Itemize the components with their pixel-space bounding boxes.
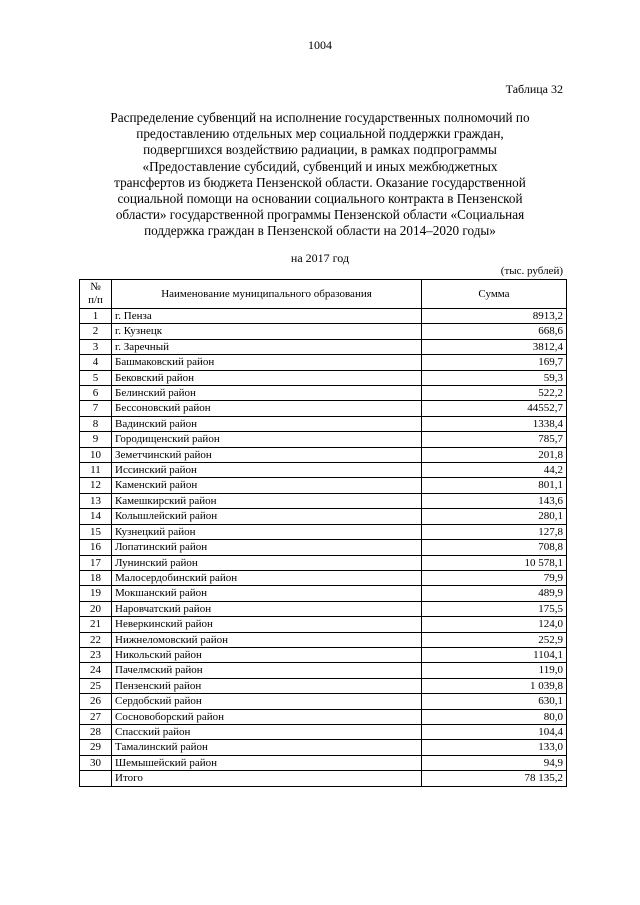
sum-cell: 785,7 [422,432,567,447]
sum-cell: 175,5 [422,601,567,616]
num-cell: 13 [80,493,112,508]
name-cell: г. Заречный [112,339,422,354]
num-cell: 15 [80,524,112,539]
table-header [80,280,567,309]
table-row [80,309,567,324]
sum-cell: 44552,7 [422,401,567,416]
name-cell: Сердобский район [112,694,422,709]
year-line: на 2017 год [290,251,350,265]
sum-cell: 127,8 [422,524,567,539]
num-cell: 30 [80,755,112,770]
num-cell: 20 [80,601,112,616]
table-row [80,463,567,478]
num-cell [80,771,112,786]
sum-cell: 1338,4 [422,416,567,431]
title-line: Распределение субвенций на исполнение государственных полномочий по [110,110,530,125]
name-cell: Иссинский район [112,463,422,478]
header-row [80,280,567,309]
title-line: «Предоставление субсидий, субвенций и иных межбюджетных [142,158,498,174]
name-cell: г. Пенза [112,309,422,324]
title-line: трансфертов из бюджета Пензенской области. Оказание государственной [114,174,526,190]
sum-cell: 201,8 [422,447,567,462]
title-line: поддержка граждан в Пензенской области на 2014–2020 годы» [144,223,496,239]
sum-cell: 79,9 [422,570,567,585]
num-cell: 27 [80,709,112,724]
sum-cell: 280,1 [422,509,567,524]
sum-cell: 124,0 [422,617,567,632]
name-cell: Белинский район [112,386,422,401]
table-row [80,601,567,616]
table-row [80,678,567,693]
header-num-line2: п/п [88,294,103,306]
table-row [80,339,567,354]
table-row [80,663,567,678]
page-number: 1004 [308,38,332,52]
table-row [80,416,567,431]
sum-cell: 668,6 [422,324,567,339]
name-cell: Бессоновский район [112,401,422,416]
header-num-line1: № [90,281,101,293]
header-num [80,280,112,309]
name-cell: Пачелмский район [112,663,422,678]
table-row [80,524,567,539]
num-cell: 26 [80,694,112,709]
name-cell: Сосновоборский район [112,709,422,724]
table-row [80,570,567,585]
name-cell: Кузнецкий район [112,524,422,539]
sum-cell: 489,9 [422,586,567,601]
num-cell: 29 [80,740,112,755]
num-cell: 17 [80,555,112,570]
title-line: предоставлению отдельных мер социальной поддержки граждан, [136,126,504,142]
sum-cell: 252,9 [422,632,567,647]
num-cell: 10 [80,447,112,462]
table-row [80,355,567,370]
name-cell: Наровчатский район [112,601,422,616]
name-cell: Шемышейский район [112,755,422,770]
num-cell: 28 [80,724,112,739]
total-row [80,771,567,786]
sum-cell: 3812,4 [422,339,567,354]
table-row [80,740,567,755]
name-cell: Лопатинский район [112,540,422,555]
table-row [80,647,567,662]
num-cell: 16 [80,540,112,555]
header-name: Наименование муниципального образования [112,280,422,309]
sum-cell: 59,3 [422,370,567,385]
table-row [80,724,567,739]
sum-cell: 522,2 [422,386,567,401]
num-cell: 12 [80,478,112,493]
num-cell: 4 [80,355,112,370]
num-cell: 11 [80,463,112,478]
table-row [80,370,567,385]
table-row [80,617,567,632]
table-row [80,540,567,555]
sum-cell: 708,8 [422,540,567,555]
sum-cell: 119,0 [422,663,567,678]
sum-cell: 8913,2 [422,309,567,324]
sum-cell: 169,7 [422,355,567,370]
name-cell: Камешкирский район [112,493,422,508]
name-cell: Спасский район [112,724,422,739]
name-cell: Лунинский район [112,555,422,570]
header-sum: Сумма [422,280,567,309]
sum-cell: 143,6 [422,493,567,508]
name-cell: Итого [112,771,422,786]
name-cell: Тамалинский район [112,740,422,755]
title-line: подвергшихся воздействию радиации, в рамках подпрограммы [143,142,497,158]
name-cell: Малосердобинский район [112,570,422,585]
table-row [80,447,567,462]
num-cell: 25 [80,678,112,693]
num-cell: 6 [80,386,112,401]
name-cell: Земетчинский район [112,447,422,462]
table-row [80,324,567,339]
num-cell: 19 [80,586,112,601]
sum-cell: 1 039,8 [422,678,567,693]
sum-cell: 133,0 [422,740,567,755]
document-title [70,110,570,240]
table-row [80,694,567,709]
num-cell: 14 [80,509,112,524]
num-cell: 3 [80,339,112,354]
sum-cell: 104,4 [422,724,567,739]
name-cell: Нижнеломовский район [112,632,422,647]
sum-cell: 801,1 [422,478,567,493]
title-line: социальной помощи на основании социального контракта в Пензенской [117,191,523,207]
sum-cell: 44,2 [422,463,567,478]
sum-cell: 630,1 [422,694,567,709]
num-cell: 1 [80,309,112,324]
num-cell: 21 [80,617,112,632]
name-cell: Бековский район [112,370,422,385]
num-cell: 8 [80,416,112,431]
name-cell: Мокшанский район [112,586,422,601]
name-cell: Каменский район [112,478,422,493]
table-row [80,386,567,401]
num-cell: 22 [80,632,112,647]
sum-cell: 78 135,2 [422,771,567,786]
name-cell: Вадинский район [112,416,422,431]
table-row [80,555,567,570]
table-row [80,509,567,524]
num-cell: 18 [80,570,112,585]
name-cell: Пензенский район [112,678,422,693]
name-cell: г. Кузнецк [112,324,422,339]
num-cell: 7 [80,401,112,416]
sum-cell: 10 578,1 [422,555,567,570]
table-row [80,586,567,601]
subsidy-table [79,279,567,787]
table-row [80,709,567,724]
name-cell: Городищенский район [112,432,422,447]
num-cell: 24 [80,663,112,678]
table-row [80,632,567,647]
table-row [80,478,567,493]
num-cell: 2 [80,324,112,339]
table-body [80,309,567,787]
sum-cell: 80,0 [422,709,567,724]
table-row [80,493,567,508]
table-row [80,755,567,770]
table-row [80,401,567,416]
sum-cell: 94,9 [422,755,567,770]
title-line: области» государственной программы Пензенской области «Социальная [115,207,525,223]
num-cell: 5 [80,370,112,385]
units-label: (тыс. рублей) [500,265,563,277]
name-cell: Никольский район [112,647,422,662]
name-cell: Башмаковский район [112,355,422,370]
name-cell: Неверкинский район [112,617,422,632]
num-cell: 23 [80,647,112,662]
name-cell: Колышлейский район [112,509,422,524]
sum-cell: 1104,1 [422,647,567,662]
table-row [80,432,567,447]
num-cell: 9 [80,432,112,447]
table-label: Таблица 32 [505,82,563,96]
